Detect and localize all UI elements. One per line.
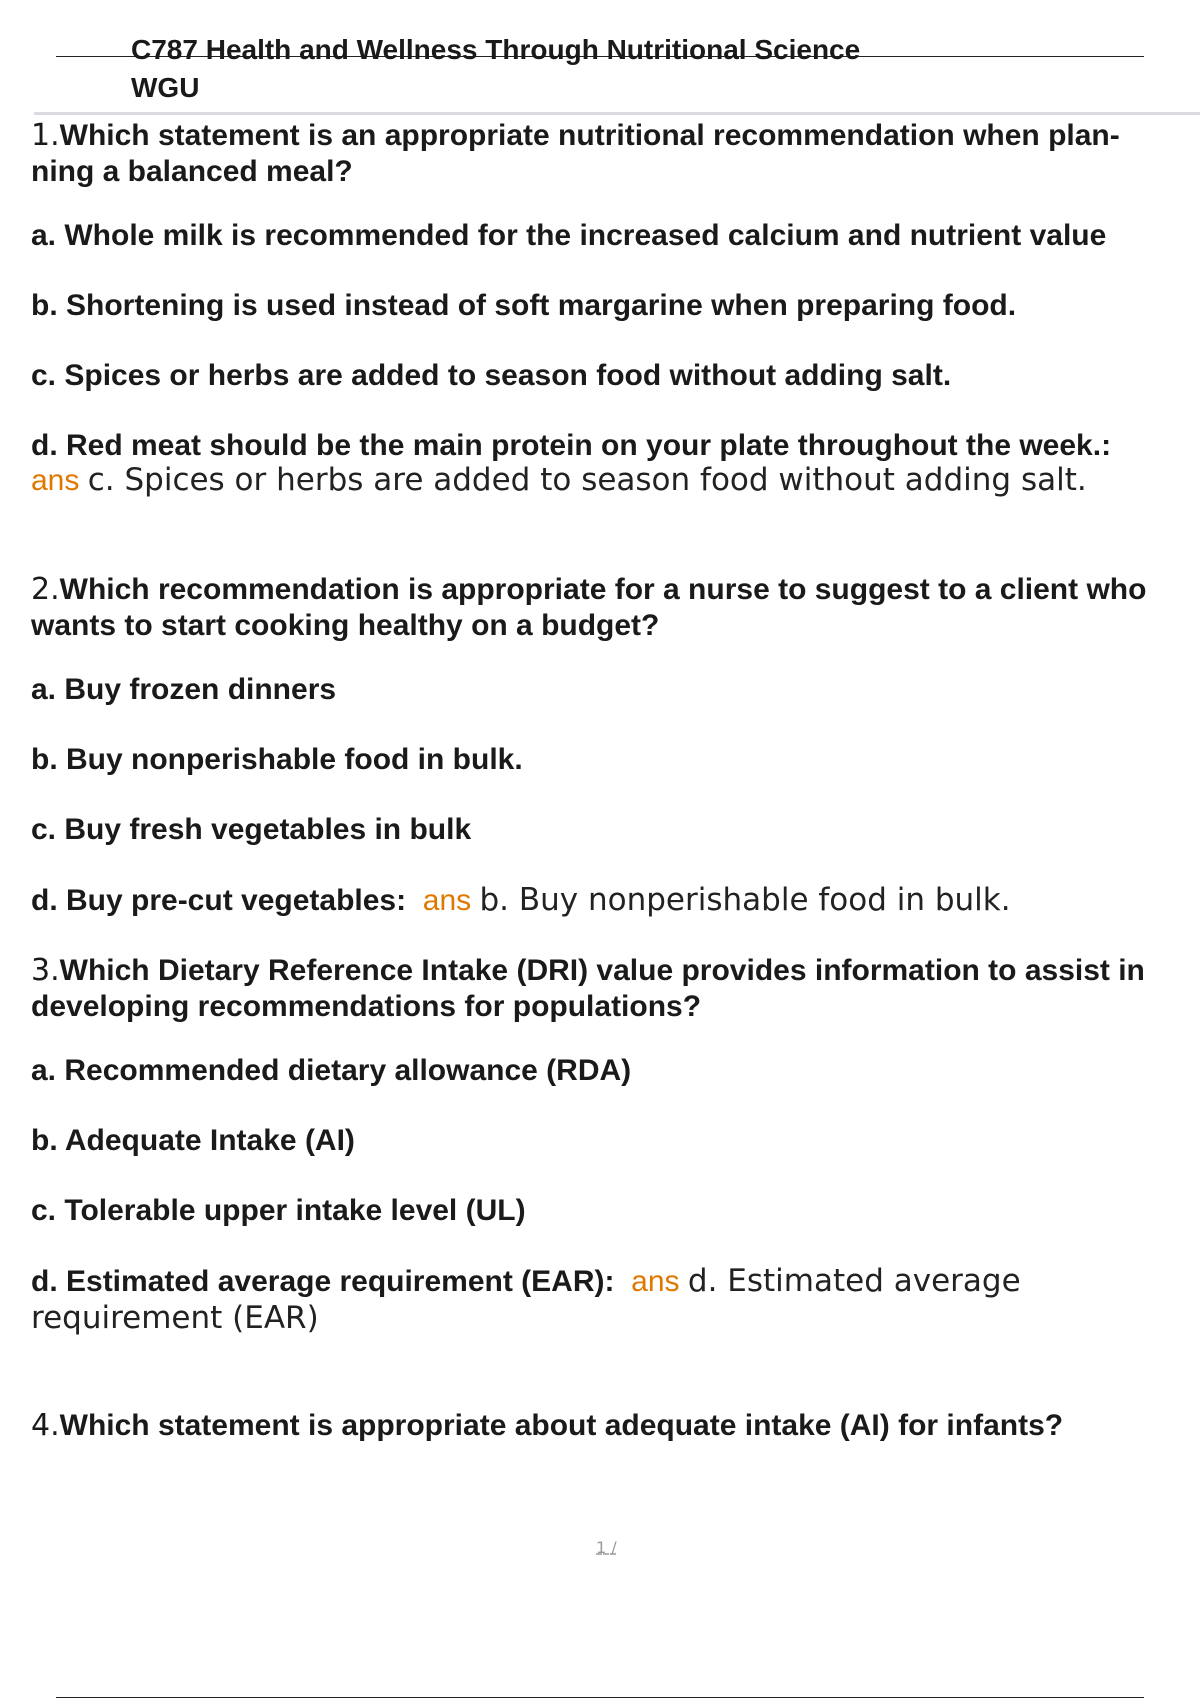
question-4-text: 4.Which statement is appropriate about adequate intake (AI) for infants? [31,1408,1064,1443]
footer-rule [56,1697,1144,1698]
question-1-option-a: a. Whole milk is recommended for the increased calcium and nutrient value [31,219,1107,252]
question-3-text: 3.Which Dietary Reference Intake (DRI) value provides information to assist in developing recommendations for populations? [31,953,1145,1023]
question-3-option-c: c. Tolerable upper intake level (UL) [31,1194,526,1227]
question-2-text: 2.Which recommendation is appropriate for a nurse to suggest to a client who wants to start cooking healthy on a budget? [31,572,1147,642]
document-title: C787 Health and Wellness Through Nutritional Science [131,34,861,65]
question-2-option-b: b. Buy nonperishable food in bulk. [31,743,523,776]
question-2-option-a: a. Buy frozen dinners [31,673,337,706]
question-3-option-b: b. Adequate Intake (AI) [31,1124,355,1157]
question-1-text: 1.Which statement is an appropriate nutritional recommendation when plan- ning a balanced meal? [31,118,1120,188]
answer-label: ans [31,464,80,497]
question-3-option-d: d. Estimated average requirement (EAR): ans d. Estimated average requirement (EAR) [31,1263,1021,1336]
answer-label: ans [631,1265,680,1298]
answer-label: ans [422,884,472,917]
organization-name: WGU [131,72,200,103]
question-2-option-c: c. Buy fresh vegetables in bulk [31,813,472,846]
header-divider [34,112,1200,115]
question-2-option-d: d. Buy pre-cut vegetables: ans b. Buy nonperishable food in bulk. [31,882,1011,918]
question-1-answer: ans c. Spices or herbs are added to season food without adding salt. [31,462,1087,498]
question-1-option-b: b. Shortening is used instead of soft margarine when preparing food. [31,289,1017,322]
page-number: 1 / [596,1538,617,1557]
question-3-option-a: a. Recommended dietary allowance (RDA) [31,1054,632,1087]
question-1-option-c: c. Spices or herbs are added to season food without adding salt. [31,359,952,392]
question-1-option-d: d. Red meat should be the main protein on your plate throughout the week.: [31,429,1112,462]
question-list [31,118,1191,1444]
